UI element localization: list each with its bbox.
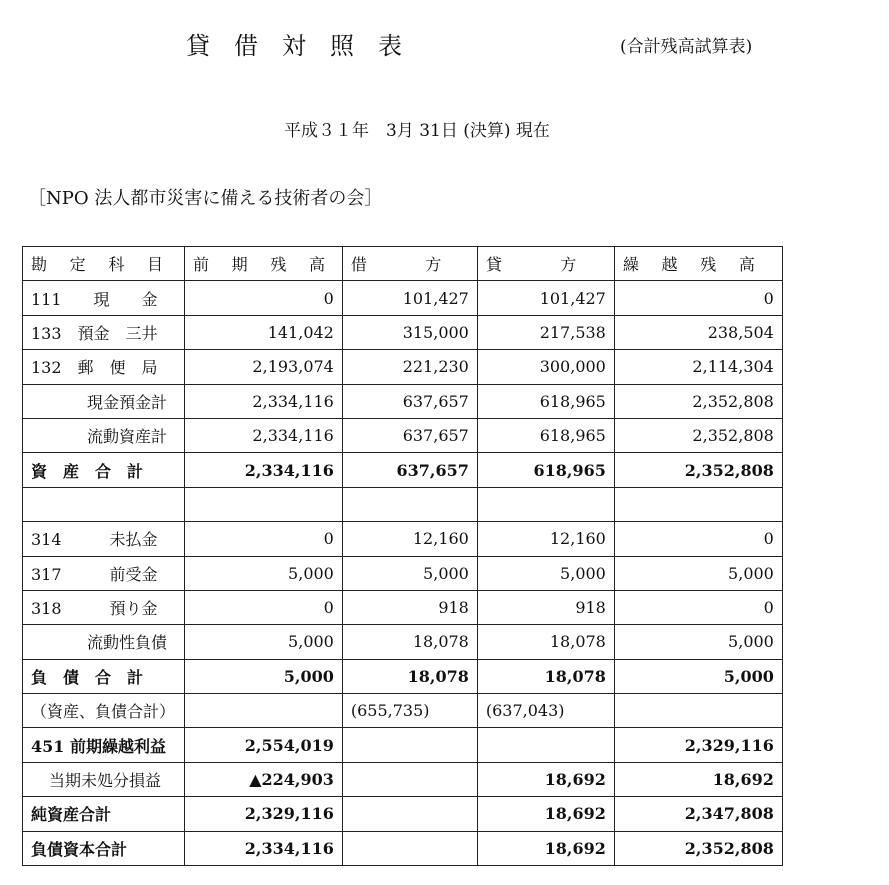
- carry-cell: 2,352,808: [614, 453, 782, 487]
- table-row: [23, 556, 783, 590]
- table-row: [23, 797, 783, 831]
- debit-cell: 637,657: [342, 453, 477, 487]
- carry-cell: 238,504: [614, 315, 782, 349]
- account-cell: 133 預金 三井: [23, 315, 185, 349]
- prev-cell: 5,000: [185, 556, 343, 590]
- debit-cell: 918: [342, 590, 477, 624]
- account-cell: 111 現 金: [23, 281, 185, 315]
- account-cell: 資 産 合 計: [23, 453, 185, 487]
- prev-cell: 0: [185, 590, 343, 624]
- account-cell: 負 債 合 計: [23, 659, 185, 693]
- account-cell: （資産、負債合計）: [23, 694, 185, 728]
- carry-cell: 2,352,808: [614, 418, 782, 452]
- column-header-account: 勘 定 科 目: [23, 247, 185, 281]
- credit-cell: 18,692: [477, 797, 614, 831]
- account-cell: 純資産合計: [23, 797, 185, 831]
- table-row: [23, 418, 783, 452]
- column-header-debit: 借 方: [342, 247, 477, 281]
- carry-cell: 0: [614, 522, 782, 556]
- debit-cell: (655,735): [342, 694, 477, 728]
- table-row: [23, 384, 783, 418]
- account-cell: 当期未処分損益: [23, 762, 185, 796]
- table-row: [23, 728, 783, 762]
- credit-cell: 918: [477, 590, 614, 624]
- credit-cell: 18,078: [477, 659, 614, 693]
- table-row: [23, 694, 783, 728]
- account-cell: 132 郵 便 局: [23, 350, 185, 384]
- credit-cell: 12,160: [477, 522, 614, 556]
- credit-cell: 618,965: [477, 453, 614, 487]
- carry-cell: [614, 694, 782, 728]
- debit-cell: 5,000: [342, 556, 477, 590]
- table-header-row: [23, 247, 783, 281]
- credit-cell: 18,692: [477, 762, 614, 796]
- debit-cell: 18,078: [342, 625, 477, 659]
- prev-cell: 2,334,116: [185, 418, 343, 452]
- table-row: [23, 831, 783, 865]
- table-row: [23, 281, 783, 315]
- debit-cell: [342, 762, 477, 796]
- document-subtitle: (合計残高試算表): [620, 37, 753, 57]
- report-date: 平成３１年 3月 31日 (決算) 現在: [284, 121, 550, 141]
- prev-cell: 5,000: [185, 659, 343, 693]
- account-cell: 現金預金計: [23, 384, 185, 418]
- credit-cell: [477, 728, 614, 762]
- column-header-prev: 前 期 残 高: [185, 247, 343, 281]
- table-row: [23, 625, 783, 659]
- prev-cell: 141,042: [185, 315, 343, 349]
- table-row: [23, 590, 783, 624]
- account-cell: 流動性負債: [23, 625, 185, 659]
- debit-cell: [342, 487, 477, 521]
- prev-cell: 2,329,116: [185, 797, 343, 831]
- credit-cell: 18,692: [477, 831, 614, 865]
- table-row: [23, 315, 783, 349]
- table-row: [23, 522, 783, 556]
- prev-cell: 2,554,019: [185, 728, 343, 762]
- prev-cell: 0: [185, 522, 343, 556]
- debit-cell: 221,230: [342, 350, 477, 384]
- debit-cell: 637,657: [342, 418, 477, 452]
- table-row: [23, 453, 783, 487]
- debit-cell: [342, 797, 477, 831]
- debit-cell: 12,160: [342, 522, 477, 556]
- table-row: [23, 762, 783, 796]
- carry-cell: 0: [614, 590, 782, 624]
- prev-cell: ▲224,903: [185, 762, 343, 796]
- column-header-credit: 貸 方: [477, 247, 614, 281]
- table-row: [23, 487, 783, 521]
- carry-cell: 2,347,808: [614, 797, 782, 831]
- prev-cell: 0: [185, 281, 343, 315]
- carry-cell: 5,000: [614, 556, 782, 590]
- debit-cell: 101,427: [342, 281, 477, 315]
- prev-cell: 2,334,116: [185, 384, 343, 418]
- column-header-carry: 繰 越 残 高: [614, 247, 782, 281]
- prev-cell: 5,000: [185, 625, 343, 659]
- debit-cell: 315,000: [342, 315, 477, 349]
- credit-cell: 300,000: [477, 350, 614, 384]
- account-cell: 317 前受金: [23, 556, 185, 590]
- credit-cell: 618,965: [477, 418, 614, 452]
- account-cell: 負債資本合計: [23, 831, 185, 865]
- prev-cell: 2,193,074: [185, 350, 343, 384]
- carry-cell: 2,352,808: [614, 831, 782, 865]
- balance-sheet-table: [22, 246, 783, 866]
- credit-cell: 101,427: [477, 281, 614, 315]
- carry-cell: 5,000: [614, 625, 782, 659]
- credit-cell: 217,538: [477, 315, 614, 349]
- account-cell: 451 前期繰越利益: [23, 728, 185, 762]
- carry-cell: 2,329,116: [614, 728, 782, 762]
- carry-cell: 2,352,808: [614, 384, 782, 418]
- account-cell: 流動資産計: [23, 418, 185, 452]
- carry-cell: 0: [614, 281, 782, 315]
- table-row: [23, 350, 783, 384]
- prev-cell: [185, 487, 343, 521]
- account-cell: 314 未払金: [23, 522, 185, 556]
- credit-cell: 18,078: [477, 625, 614, 659]
- prev-cell: [185, 694, 343, 728]
- carry-cell: 2,114,304: [614, 350, 782, 384]
- table-row: [23, 659, 783, 693]
- debit-cell: 637,657: [342, 384, 477, 418]
- credit-cell: (637,043): [477, 694, 614, 728]
- debit-cell: [342, 728, 477, 762]
- account-cell: [23, 487, 185, 521]
- carry-cell: [614, 487, 782, 521]
- document-title: 貸 借 対 照 表: [186, 32, 402, 60]
- carry-cell: 18,692: [614, 762, 782, 796]
- credit-cell: [477, 487, 614, 521]
- debit-cell: 18,078: [342, 659, 477, 693]
- carry-cell: 5,000: [614, 659, 782, 693]
- prev-cell: 2,334,116: [185, 453, 343, 487]
- credit-cell: 5,000: [477, 556, 614, 590]
- debit-cell: [342, 831, 477, 865]
- prev-cell: 2,334,116: [185, 831, 343, 865]
- account-cell: 318 預り金: [23, 590, 185, 624]
- credit-cell: 618,965: [477, 384, 614, 418]
- organization-name: ［NPO 法人都市災害に備える技術者の会］: [28, 188, 383, 209]
